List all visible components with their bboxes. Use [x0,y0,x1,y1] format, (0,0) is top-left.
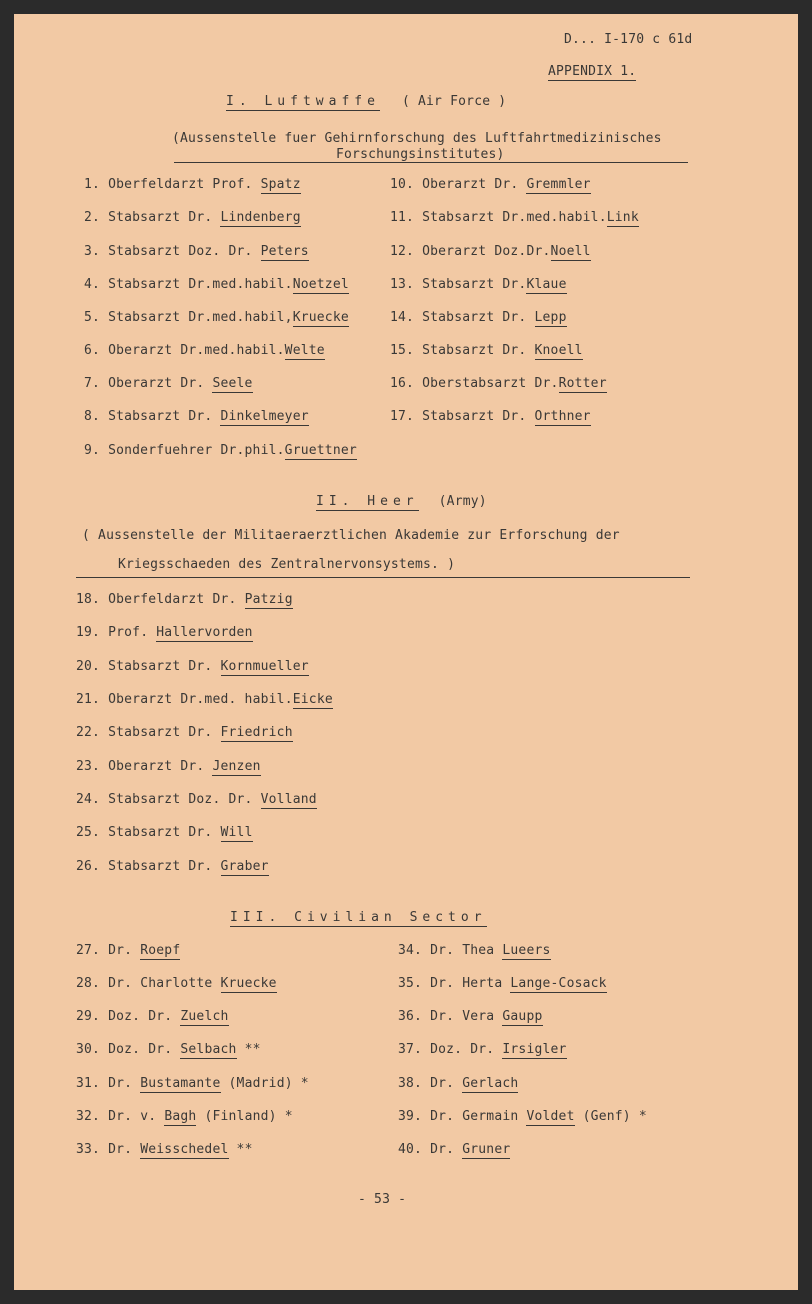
list-item: 12. Oberarzt Doz.Dr.Noell [390,244,591,259]
list-item: 1. Oberfeldarzt Prof. Spatz [84,177,301,192]
list-item: 29. Doz. Dr. Zuelch [76,1009,229,1024]
person-name: Volland [260,792,317,807]
list-item: 36. Dr. Vera Gaupp [398,1009,543,1024]
document-reference: D... I-170 c 61d [564,32,693,47]
person-name: Eicke [292,692,333,707]
person-name: Graber [220,859,269,874]
luftwaffe-institution-line2: Forschungsinstitutes) [336,147,505,162]
person-name: Voldet [526,1109,575,1124]
list-item: 40. Dr. Gruner [398,1142,511,1157]
heer-institution-rule [76,577,690,578]
section-heer-heading [316,494,487,509]
person-name: Zuelch [180,1009,229,1024]
person-name: Spatz [260,177,301,192]
list-item: 2. Stabsarzt Dr. Lindenberg [84,210,301,225]
luftwaffe-institution-line1: (Aussenstelle fuer Gehirnforschung des Luftfahrtmedizinisches [172,131,662,146]
list-item: 31. Dr. Bustamante (Madrid) * [76,1076,309,1091]
person-name: Kruecke [220,976,277,991]
list-item: 22. Stabsarzt Dr. Friedrich [76,725,293,740]
person-name: Gruettner [284,443,357,458]
person-name: Bustamante [140,1076,221,1091]
person-name: Gruner [462,1142,511,1157]
section-luftwaffe-heading [226,94,506,109]
list-item: 11. Stabsarzt Dr.med.habil.Link [390,210,639,225]
list-item: 28. Dr. Charlotte Kruecke [76,976,277,991]
person-name: Noetzel [292,277,349,292]
list-item: 4. Stabsarzt Dr.med.habil.Noetzel [84,277,349,292]
list-item: 37. Doz. Dr. Irsigler [398,1042,567,1057]
list-item: 21. Oberarzt Dr.med. habil.Eicke [76,692,333,707]
person-name: Rotter [558,376,607,391]
list-item: 5. Stabsarzt Dr.med.habil,Kruecke [84,310,349,325]
person-name: Hallervorden [156,625,253,640]
list-item: 34. Dr. Thea Lueers [398,943,551,958]
list-item: 10. Oberarzt Dr. Gremmler [390,177,591,192]
person-name: Will [220,825,253,840]
list-item: 38. Dr. Gerlach [398,1076,519,1091]
list-item: 6. Oberarzt Dr.med.habil.Welte [84,343,325,358]
list-item: 33. Dr. Weisschedel ** [76,1142,253,1157]
person-name: Bagh [164,1109,197,1124]
person-name: Gaupp [502,1009,543,1024]
document-page [14,14,798,1290]
person-name: Jenzen [212,759,261,774]
list-item: 8. Stabsarzt Dr. Dinkelmeyer [84,409,309,424]
person-name: Klaue [526,277,567,292]
section-luftwaffe-title: I. Luftwaffe [226,94,380,109]
list-item: 16. Oberstabsarzt Dr.Rotter [390,376,607,391]
appendix-label: APPENDIX 1. [548,64,637,79]
list-item: 25. Stabsarzt Dr. Will [76,825,253,840]
person-name: Kruecke [292,310,349,325]
person-name: Orthner [534,409,591,424]
person-name: Peters [260,244,309,259]
person-name: Gerlach [462,1076,519,1091]
person-name: Gremmler [526,177,591,192]
person-name: Lepp [534,310,567,325]
section-luftwaffe-subtitle: ( Air Force ) [401,94,507,109]
person-name: Lange-Cosack [510,976,607,991]
list-item: 3. Stabsarzt Doz. Dr. Peters [84,244,309,259]
list-item: 20. Stabsarzt Dr. Kornmueller [76,659,309,674]
list-item: 27. Dr. Roepf [76,943,181,958]
person-name: Link [606,210,639,225]
section-civilian-heading [230,910,487,925]
list-item: 9. Sonderfuehrer Dr.phil.Gruettner [84,443,357,458]
heer-institution-line2: Kriegsschaeden des Zentralnervonsystems. ) [118,557,456,572]
list-item: 32. Dr. v. Bagh (Finland) * [76,1109,293,1124]
list-item: 24. Stabsarzt Doz. Dr. Volland [76,792,317,807]
person-name: Selbach [180,1042,237,1057]
heer-institution-line1: ( Aussenstelle der Militaeraerztlichen Akademie zur Erforschung der [82,528,620,543]
person-name: Roepf [140,943,181,958]
list-item: 30. Doz. Dr. Selbach ** [76,1042,261,1057]
person-name: Noell [550,244,591,259]
list-item: 15. Stabsarzt Dr. Knoell [390,343,583,358]
luftwaffe-institution-rule [174,162,688,163]
list-item: 35. Dr. Herta Lange-Cosack [398,976,607,991]
person-name: Weisschedel [140,1142,229,1157]
person-name: Welte [284,343,325,358]
page-number: - 53 - [358,1192,407,1207]
person-name: Knoell [534,343,583,358]
person-name: Kornmueller [220,659,309,674]
list-item: 13. Stabsarzt Dr.Klaue [390,277,567,292]
person-name: Dinkelmeyer [220,409,309,424]
list-item: 18. Oberfeldarzt Dr. Patzig [76,592,293,607]
person-name: Seele [212,376,253,391]
list-item: 26. Stabsarzt Dr. Graber [76,859,269,874]
person-name: Friedrich [220,725,293,740]
list-item: 7. Oberarzt Dr. Seele [84,376,253,391]
list-item: 17. Stabsarzt Dr. Orthner [390,409,591,424]
section-civilian-title: III. Civilian Sector [230,910,487,925]
person-name: Patzig [244,592,293,607]
person-name: Lindenberg [220,210,301,225]
list-item: 14. Stabsarzt Dr. Lepp [390,310,567,325]
list-item: 23. Oberarzt Dr. Jenzen [76,759,261,774]
list-item: 19. Prof. Hallervorden [76,625,253,640]
section-heer-title: II. Heer [316,494,419,509]
section-heer-subtitle: (Army) [438,494,487,509]
list-item: 39. Dr. Germain Voldet (Genf) * [398,1109,647,1124]
person-name: Irsigler [502,1042,567,1057]
person-name: Lueers [502,943,551,958]
